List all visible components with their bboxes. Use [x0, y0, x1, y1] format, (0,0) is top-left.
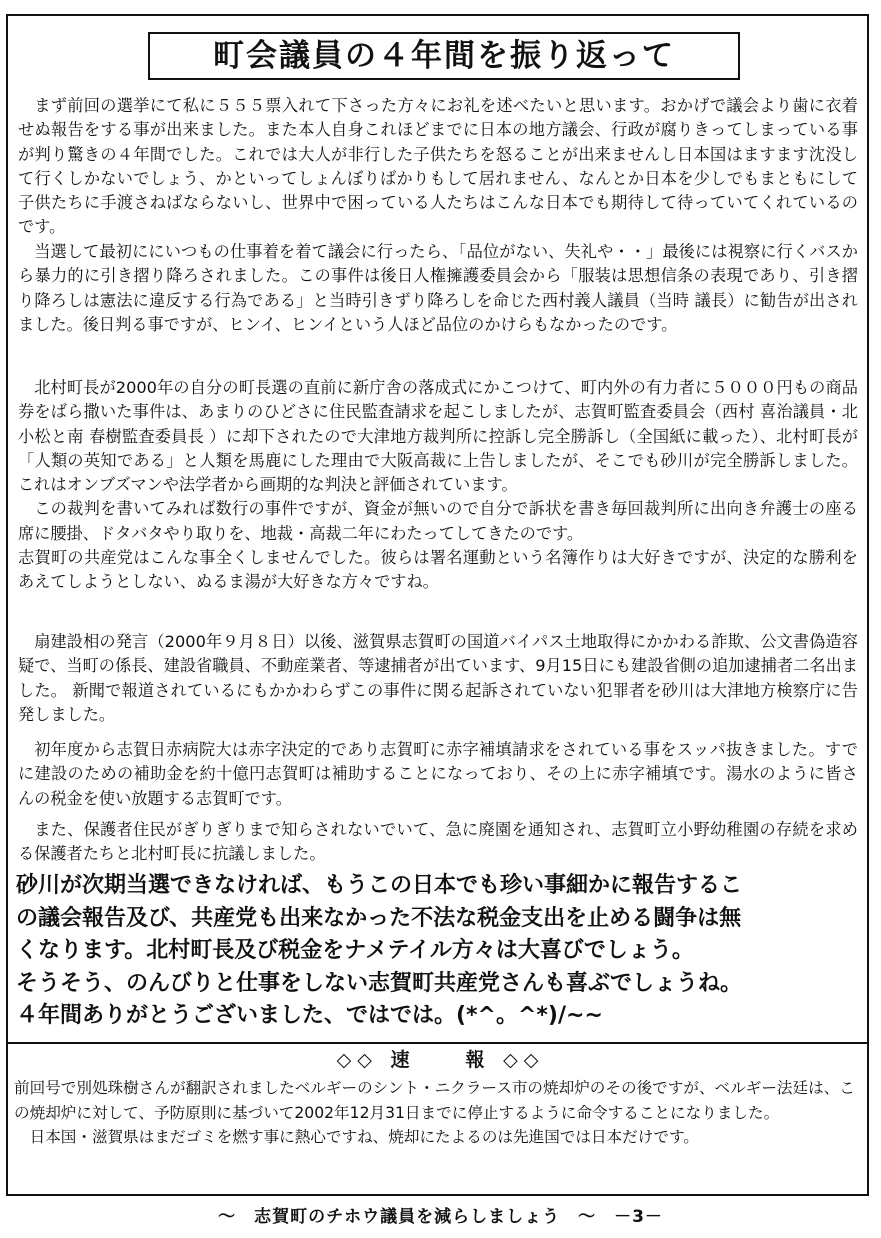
bulletin-body	[14, 1076, 862, 1150]
paragraph-2: 当選して最初ににいつもの仕事着を着て議会に行ったら、「品位がない、失礼や・・」最後には視察に行くバスから暴力的に引き摺り降ろされました。この事件は後日人権擁護委員会から「服装は思想信条の表現であり、引き摺り降ろしは憲法に違反する行為である」と当時引きずり降ろしを命じた西村義人議員（当時 議長）に勧告が出されました。後日判る事ですが、ヒンイ、ヒンイという人ほど品位のかけらもなかったのです。	[18, 242, 858, 334]
article-section-2	[18, 240, 858, 337]
article-section-1	[18, 94, 858, 240]
paragraph-5: 志賀町の共産党はこんな事全くしませんでした。彼らは署名運動という名簿作りは大好きですが、決定的な勝利をあえてしようとしない、ぬるま湯が大好きな方々ですね。	[18, 548, 858, 592]
paragraph-6: 扇建設相の発言（2000年９月８日）以後、滋賀県志賀町の国道バイパス土地取得にかかわる詐欺、公文書偽造容疑で、当町の係長、建設省職員、不動産業者、等逮捕者が出ています、9月15日にも建設省側の追加逮捕者二名出ました。 新聞で報道されているにもかかわらずこの事件に関る起訴されていない犯罪者を砂川は大津地方検察庁に告発しました。	[18, 632, 858, 724]
closing-line-3: くなります。北村町長及び税金をナメテイル方々は大喜びでしょう。	[16, 938, 694, 964]
article-section-4	[18, 630, 858, 727]
article-section-3	[18, 376, 858, 595]
section-divider	[6, 1042, 869, 1044]
paragraph-1: まず前回の選挙にて私に５５５票入れて下さった方々にお礼を述べたいと思います。おかげで議会より歯に衣着せぬ報告をする事が出来ました。また本人自身これほどまでに日本の地方議会、行政が腐りきってしまっている事が判り驚きの４年間でした。これでは大人が非行した子供たちを怒ることが出来ませんし日本国はますます沈没して行くしかないでしょう、かといってしょんぼりばかりもして居れません、なんとか日本を少しでもまともにして子供たちに手渡さねばならないし、世界中で困っている人たちはこんな日本でも期待して待っていてくれているのです。	[18, 96, 858, 237]
bulletin-heading: ◇◇ 速 報 ◇◇	[336, 1049, 545, 1071]
paragraph-8: また、保護者住民がぎりぎりまで知らされないでいて、急に廃園を通知され、志賀町立小野幼稚園の存続を求める保護者たちと北村町長に抗議しました。	[18, 820, 858, 864]
paragraph-7: 初年度から志賀日赤病院大は赤字決定的であり志賀町に赤字補填請求をされている事をスッパ抜きました。すでに建設のための補助金を約十億円志賀町は補助することになっており、その上に赤字補填です。湯水のように皆さんの税金を使い放題する志賀町です。	[18, 740, 858, 808]
closing-line-5: ４年間ありがとうございました、ではでは。(*^。^*)/~~	[16, 1003, 603, 1029]
bulletin-text: 前回号で別処珠樹さんが翻訳されましたベルギーのシント・ニクラース市の焼却炉のその後ですが、ベルギー法廷は、この焼却炉に対して、予防原則に基づいて2002年12月31日までに停止するように命令することになりました。	[14, 1079, 855, 1122]
closing-line-4: そうそう、のんびりと仕事をしない志賀町共産党さんも喜ぶでしょうね。	[16, 970, 743, 996]
article-section-5	[18, 738, 858, 811]
closing-message	[16, 870, 861, 1033]
article-section-6	[18, 818, 858, 867]
paragraph-3: 北村町長が2000年の自分の町長選の直前に新庁舎の落成式にかこつけて、町内外の有力者に５０００円もの商品券をばら撒いた事件は、あまりのひどさに住民監査請求を起こしましたが、志賀町監査委員会（西村 喜治議員・北小松と南 春樹監査委員長 ）に却下されたので大津地方裁判所に控訴し完全勝訴し（全国紙に載った）、北村町長が「人類の英知である」と人類を馬鹿にした理由で大阪高裁に上告しましたが、そこでも砂川が完全勝訴しました。これはオンブズマンや法学者から画期的な判決と評価されています。	[18, 378, 858, 495]
page-footer: ～ 志賀町のチホウ議員を減らしましょう ～ －3－	[218, 1207, 663, 1227]
closing-line-2: の議会報告及び、共産党も出来なかった不法な税金支出を止める闘争は無	[16, 905, 742, 931]
closing-line-1: 砂川が次期当選できなければ、もうこの日本でも珍い事細かに報告するこ	[16, 873, 743, 898]
paragraph-4: この裁判を書いてみれば数行の事件ですが、資金が無いので自分で訴状を書き毎回裁判所に出向き弁護士の座る席に腰掛、ドタバタやり取りを、地裁・高裁二年にわたってしてきたのです。	[18, 499, 858, 543]
bulletin-note: 日本国・滋賀県はまだゴミを燃す事に熱心ですね、焼却にたよるのは先進国では日本だけです。	[29, 1128, 699, 1146]
page-title: 町会議員の４年間を振り返って	[148, 32, 740, 80]
